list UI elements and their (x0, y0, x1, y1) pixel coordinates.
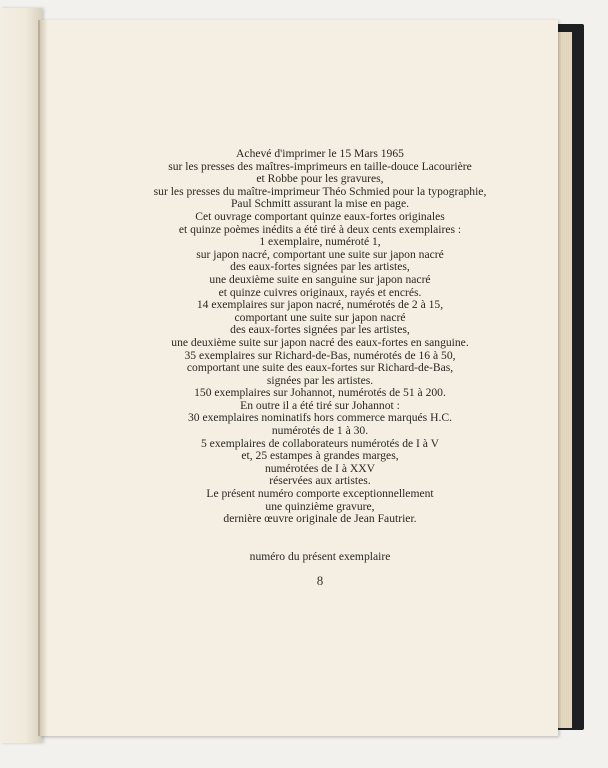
colophon-line: une deuxième suite en sanguine sur japon nacré (209, 272, 431, 286)
colophon-line: Cet ouvrage comportant quinze eaux-fortes originales (195, 209, 445, 223)
colophon-line: En outre il a été tiré sur Johannot : (240, 398, 400, 412)
colophon-line: des eaux-fortes signées par les artistes, (230, 323, 410, 337)
facing-page (0, 8, 42, 743)
colophon-line: et, 25 estampes à grandes marges, (241, 449, 399, 463)
colophon-line: et quinze cuivres originaux, rayés et encrés. (218, 285, 422, 299)
colophon-line: Achevé d'imprimer le 15 Mars 1965 (236, 147, 404, 160)
colophon-line: 30 exemplaires nominatifs hors commerce marqués H.C. (187, 411, 452, 425)
colophon-line: comportant une suite des eaux-fortes sur Richard-de-Bas, (186, 361, 454, 375)
colophon-line: dernière œuvre originale de Jean Fautrier. (223, 512, 417, 526)
colophon-line: et quinze poèmes inédits a été tiré à deux cents exemplaires : (178, 222, 462, 236)
colophon-line: Paul Schmitt assurant la mise en page. (230, 197, 410, 211)
colophon-line: 5 exemplaires de collaborateurs numérotés de I à V (200, 436, 439, 450)
colophon-line: 150 exemplaires sur Johannot, numérotés de 51 à 200. (194, 386, 446, 400)
colophon-line: sur les presses du maître-imprimeur Théo Schmied pour la typographie, (153, 184, 487, 198)
colophon-line: une deuxième suite sur japon nacré des eaux-fortes en sanguine. (171, 335, 469, 349)
copy-number: 8 (316, 573, 324, 588)
colophon-line: signées par les artistes. (266, 373, 374, 387)
colophon-line: 14 exemplaires sur japon nacré, numérotés de 2 à 15, (196, 298, 444, 312)
colophon-text (120, 148, 520, 526)
colophon-line: comportant une suite sur japon nacré (234, 310, 406, 324)
colophon-line: numérotées de I à XXV (264, 461, 376, 475)
colophon-line: 1 exemplaire, numéroté 1, (259, 235, 381, 249)
colophon-line: réservées aux artistes. (269, 474, 371, 488)
colophon-line: une quinzième gravure, (265, 499, 375, 513)
colophon-line: Le présent numéro comporte exceptionnellement (206, 487, 434, 501)
colophon-line: sur japon nacré, comportant une suite sur japon nacré (196, 247, 444, 261)
page-gutter-shadow (38, 20, 48, 736)
colophon-line: des eaux-fortes signées par les artistes, (230, 260, 410, 274)
copy-number-label: numéro du présent exemplaire (249, 550, 391, 563)
colophon-line: et Robbe pour les gravures, (256, 172, 384, 186)
colophon-line: 35 exemplaires sur Richard-de-Bas, numérotés de 16 à 50, (184, 348, 456, 362)
colophon-line: numérotés de 1 à 30. (271, 424, 369, 438)
colophon-line: sur les presses des maîtres-imprimeurs en taille-douce Lacourière (168, 159, 472, 173)
